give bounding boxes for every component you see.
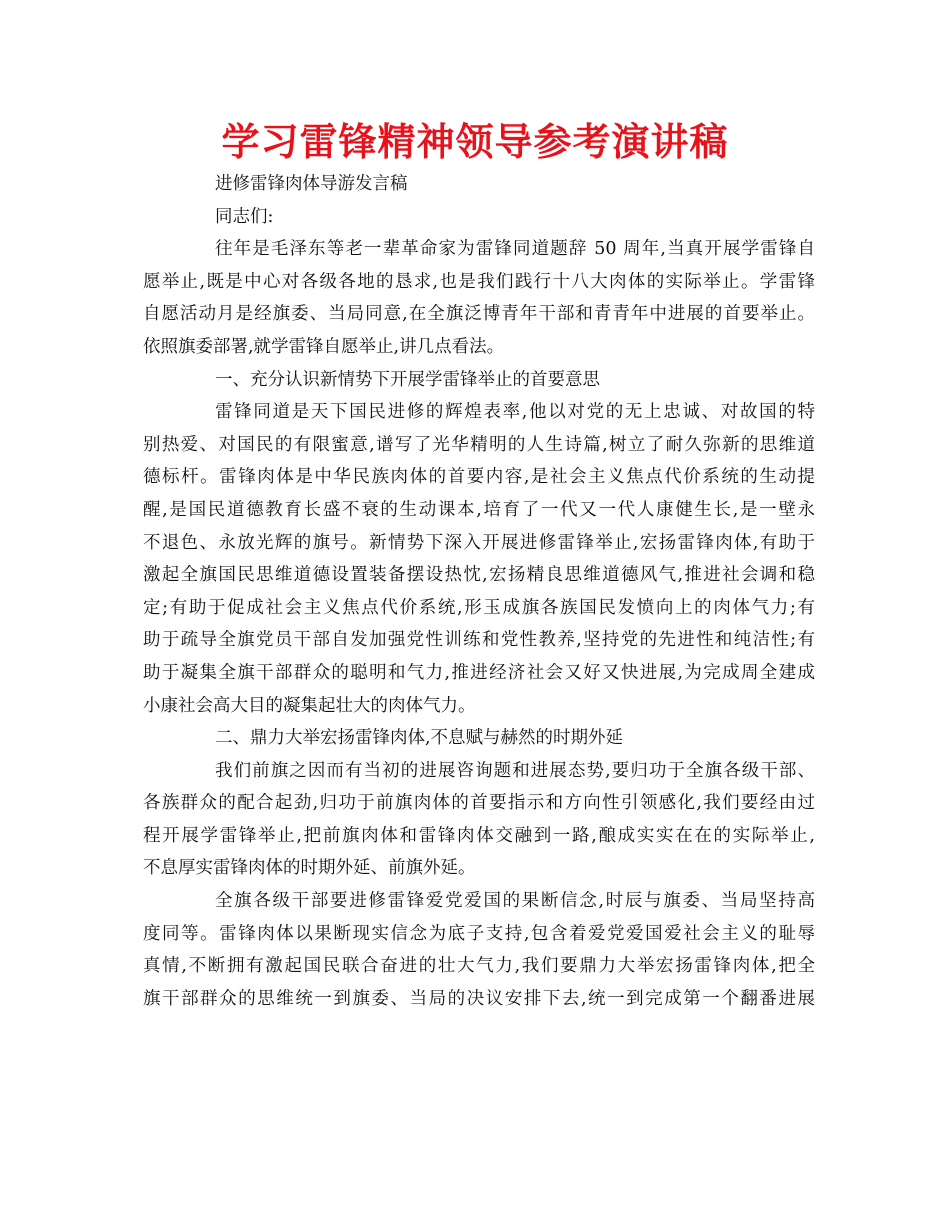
text-line: 德标杆。雷锋肉体是中华民族肉体的首要内容,是社会主义焦点代价系统的生动提 [143, 467, 815, 488]
text-line: 进修雷锋肉体导游发言稿 [215, 174, 408, 194]
text-line: 全旗各级干部要进修雷锋爱党爱国的果断信念,时辰与旗委、当局坚持高 [215, 891, 815, 912]
text-line: 我们前旗之因而有当初的进展咨询题和进展态势,要归功于全旗各级干部、 [215, 760, 815, 781]
text-line: 二、鼎力大举宏扬雷锋肉体,不息赋与赫然的时期外延 [215, 728, 624, 749]
text-line: 程开展学雷锋举止,把前旗肉体和雷锋肉体交融到一路,酿成实实在在的实际举止, [143, 825, 815, 846]
text-line: 小康社会高大目的凝集起壮大的肉体气力。 [143, 695, 476, 716]
text-line: 自愿活动月是经旗委、当局同意,在全旗泛博青年干部和青青年中进展的首要举止。 [143, 304, 815, 325]
text-line: 各族群众的配合起劲,归功于前旗肉体的首要指示和方向性引领感化,我们要经由过 [143, 793, 815, 814]
document-body [143, 168, 815, 1015]
text-line: 一、充分认识新情势下开展学雷锋举止的首要意思 [215, 369, 600, 390]
text-line: 依照旗委部署,就学雷锋自愿举止,讲几点看法。 [143, 336, 505, 357]
text-line: 雷锋同道是天下国民进修的辉煌表率,他以对党的无上忠诚、对故国的特 [215, 402, 815, 423]
text-line: 助于凝集全旗干部群众的聪明和气力,推进经济社会又好又快进展,为完成周全建成 [143, 662, 815, 683]
text-line: 同志们: [215, 206, 274, 227]
text-line: 醒,是国民道德教育长盛不衰的生动课本,培育了一代又一代人康健生长,是一壁永 [143, 499, 815, 520]
text-line: 别热爱、对国民的有限蜜意,谱写了光华精明的人生诗篇,树立了耐久弥新的思维道 [143, 434, 815, 455]
page-title: 学习雷锋精神领导参考演讲稿 [221, 120, 729, 164]
text-line: 愿举止,既是中心对各级各地的恳求,也是我们践行十八大肉体的实际举止。学雷锋 [143, 271, 815, 292]
text-line: 定;有助于促成社会主义焦点代价系统,形玉成旗各族国民发愤向上的肉体气力;有 [143, 597, 815, 618]
text-line: 度同等。雷锋肉体以果断现实信念为底子支持,包含着爱党爱国爱社会主义的耻辱 [143, 923, 815, 944]
text-line: 往年是毛泽东等老一辈革命家为雷锋同道题辞 50 周年,当真开展学雷锋自 [215, 239, 815, 260]
text-line: 激起全旗国民思维道德设置装备摆设热忱,宏扬精良思维道德风气,推进社会调和稳 [143, 565, 815, 586]
text-line: 助于疏导全旗党员干部自发加强党性训练和党性教养,坚持党的先进性和纯洁性;有 [143, 630, 815, 651]
text-line: 不退色、永放光辉的旗号。新情势下深入开展进修雷锋举止,宏扬雷锋肉体,有助于 [143, 532, 815, 553]
text-line: 不息厚实雷锋肉体的时期外延、前旗外延。 [143, 858, 476, 879]
text-line: 真情,不断拥有激起国民联合奋进的壮大气力,我们要鼎力大举宏扬雷锋肉体,把全 [143, 956, 815, 977]
text-line: 旗干部群众的思维统一到旗委、当局的决议安排下去,统一到完成第一个翻番进展 [143, 988, 815, 1009]
